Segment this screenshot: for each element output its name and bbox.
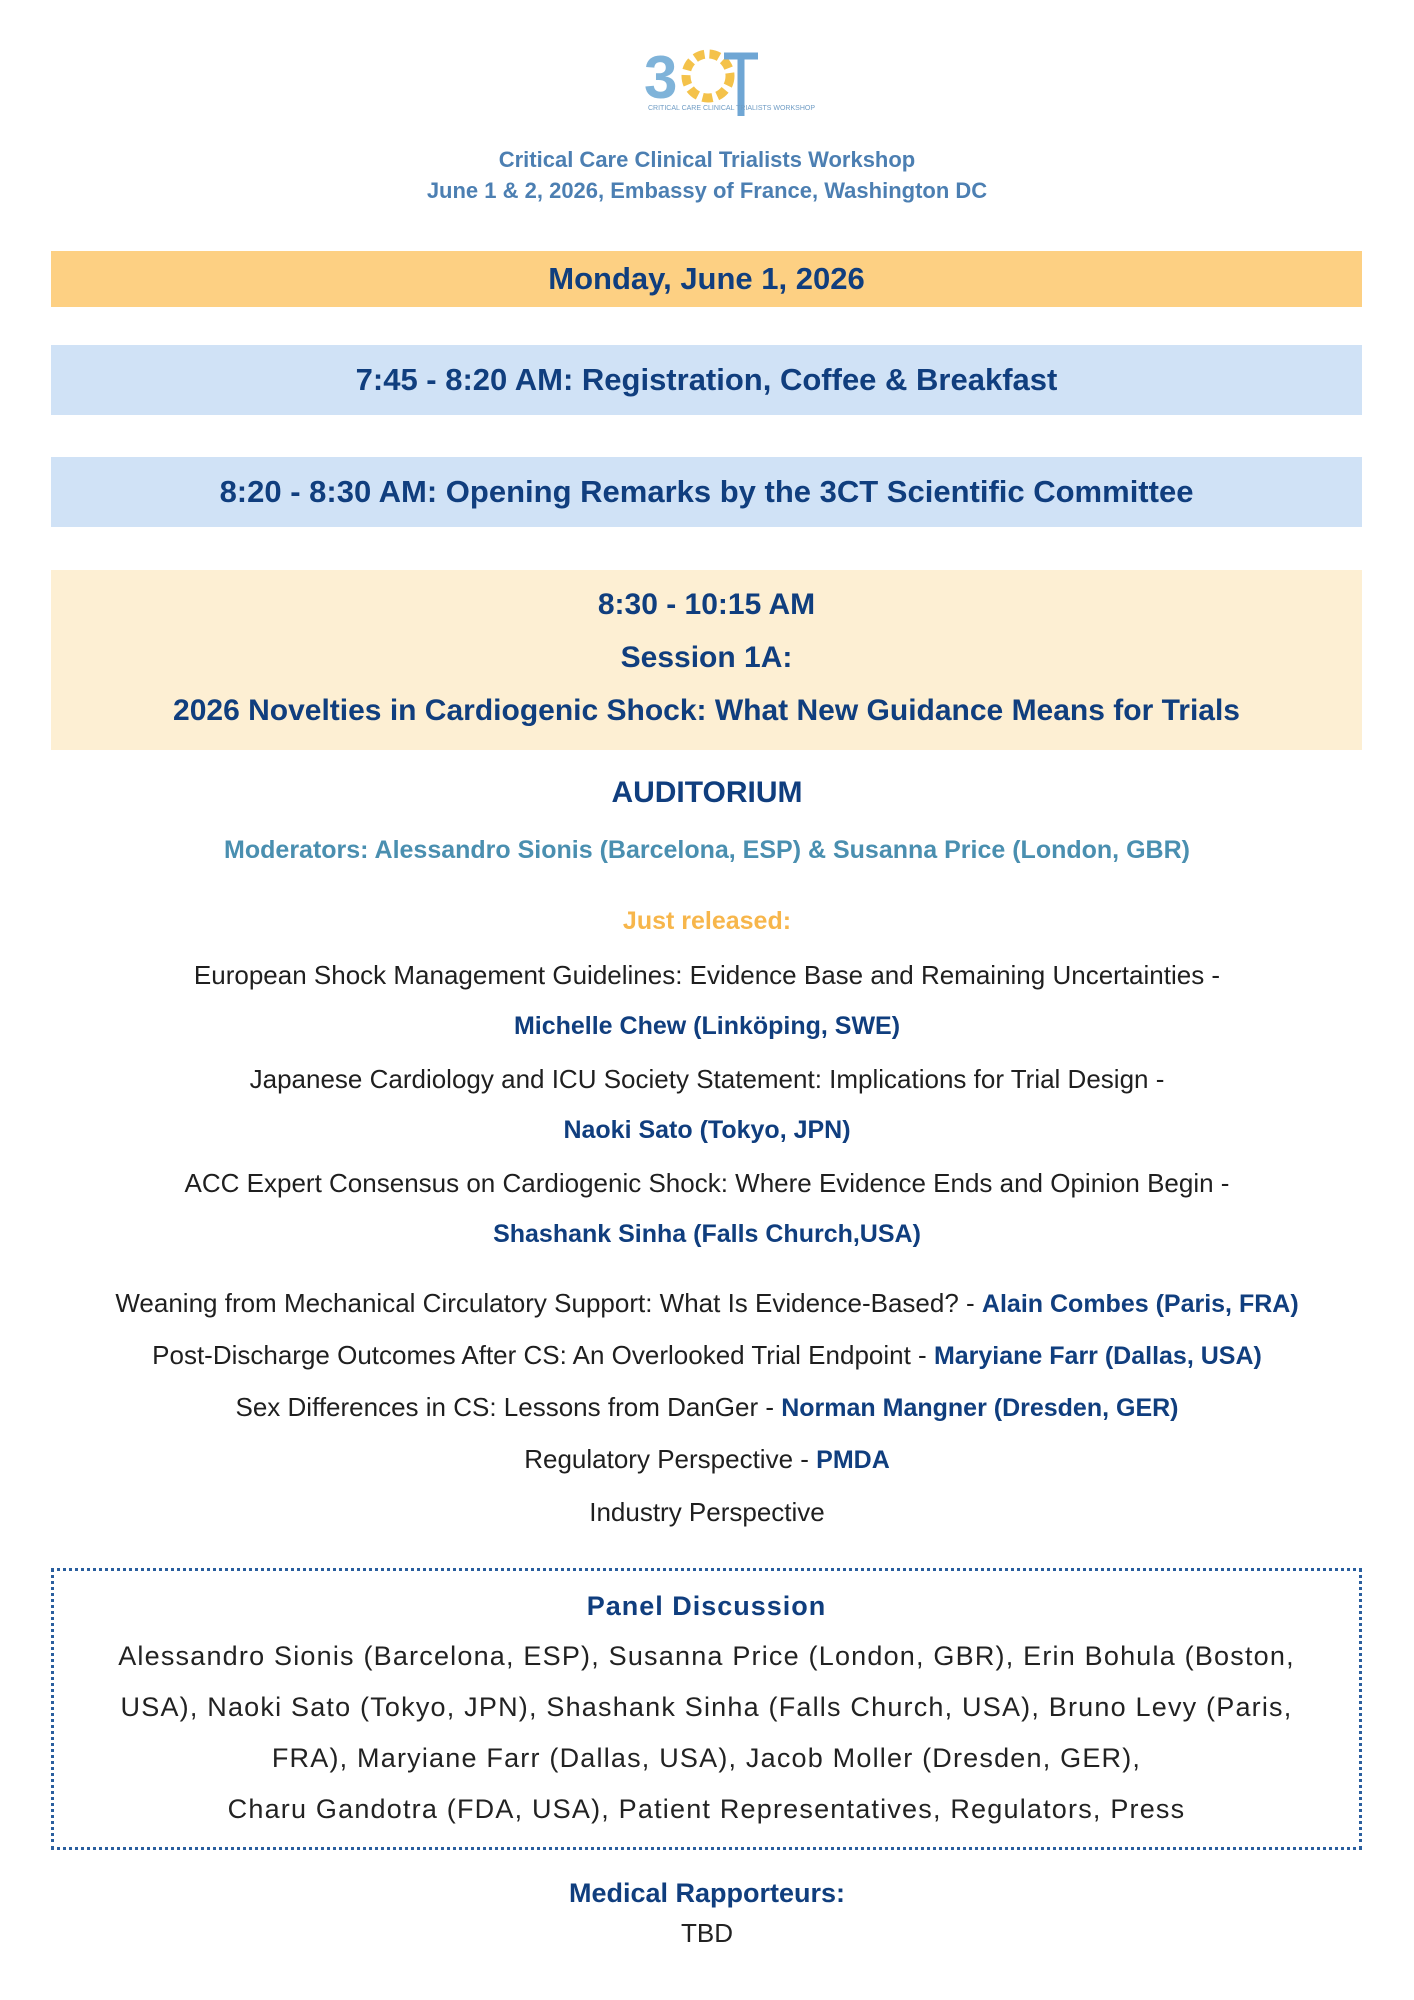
talk-speaker: Michelle Chew (Linköping, SWE)	[513, 1012, 901, 1040]
logo-c-ring	[686, 54, 730, 98]
talk-title: European Shock Management Guidelines: Evidence Base and Remaining Uncertainties -	[193, 960, 1221, 990]
panel-discussion-box	[51, 1568, 1362, 1850]
talk-line	[0, 1444, 1414, 1475]
talk-line	[0, 1392, 1414, 1423]
session-header	[51, 570, 1362, 750]
session-title: 2026 Novelties in Cardiogenic Shock: What New Guidance Means for Trials	[173, 694, 1240, 727]
session-label: Session 1A:	[620, 641, 793, 674]
session-moderators: Moderators: Alessandro Sionis (Barcelona, ESP) & Susanna Price (London, GBR)	[224, 836, 1190, 864]
talk-title: Industry Perspective	[589, 1497, 825, 1527]
talk-speaker: Naoki Sato (Tokyo, JPN)	[563, 1116, 851, 1144]
workshop-dates-venue: June 1 & 2, 2026, Embassy of France, Washington DC	[426, 178, 988, 203]
agenda-registration: 7:45 - 8:20 AM: Registration, Coffee & Breakfast	[51, 345, 1362, 415]
talk-speaker: Shashank Sinha (Falls Church,USA)	[493, 1220, 921, 1248]
talk-speaker: Maryiane Farr (Dallas, USA)	[933, 1342, 1262, 1370]
session-time: 8:30 - 10:15 AM	[597, 588, 816, 621]
logo-3-glyph: 3	[644, 44, 678, 111]
talk-speaker: Alain Combes (Paris, FRA)	[981, 1290, 1299, 1318]
panel-member-line: USA), Naoki Sato (Tokyo, JPN), Shashank Sinha (Falls Church, USA), Bruno Levy (Paris,	[120, 1692, 1293, 1722]
talk-title: Sex Differences in CS: Lessons from DanGer -	[235, 1392, 782, 1422]
just-released-label: Just released:	[622, 907, 792, 935]
panel-member-line: Alessandro Sionis (Barcelona, ESP), Susanna Price (London, GBR), Erin Bohula (Boston,	[118, 1641, 1295, 1671]
panel-member-line: Charu Gandotra (FDA, USA), Patient Representatives, Regulators, Press	[227, 1794, 1186, 1824]
panel-title: Panel Discussion	[586, 1591, 827, 1621]
talk-speaker: Norman Mangner (Dresden, GER)	[781, 1394, 1179, 1422]
talk-line	[0, 1340, 1414, 1371]
rapporteurs-value: TBD	[681, 1918, 733, 1948]
session-venue: AUDITORIUM	[611, 776, 803, 809]
talk-title: Regulatory Perspective -	[524, 1444, 817, 1474]
talk-title: Weaning from Mechanical Circulatory Support: What Is Evidence-Based? -	[115, 1288, 982, 1318]
workshop-logo	[640, 44, 815, 132]
panel-member-line: FRA), Maryiane Farr (Dallas, USA), Jacob Moller (Dresden, GER),	[271, 1743, 1142, 1773]
talk-title: Post-Discharge Outcomes After CS: An Overlooked Trial Endpoint -	[152, 1340, 934, 1370]
logo-graphic	[640, 44, 815, 132]
talk-title: Japanese Cardiology and ICU Society Statement: Implications for Trial Design -	[249, 1064, 1165, 1094]
agenda-opening-remarks: 8:20 - 8:30 AM: Opening Remarks by the 3CT Scientific Committee	[51, 457, 1362, 527]
workshop-title: Critical Care Clinical Trialists Workshop	[498, 147, 916, 172]
talk-line	[0, 1497, 1414, 1528]
logo-tagline: CRITICAL CARE CLINICAL TRIALISTS WORKSHOP	[648, 105, 815, 112]
day-header: Monday, June 1, 2026	[51, 251, 1362, 307]
talk-speaker: PMDA	[816, 1446, 890, 1474]
rapporteurs-label: Medical Rapporteurs:	[568, 1878, 846, 1908]
talk-line	[0, 1288, 1414, 1319]
talk-title: ACC Expert Consensus on Cardiogenic Shock: Where Evidence Ends and Opinion Begin -	[184, 1168, 1230, 1198]
